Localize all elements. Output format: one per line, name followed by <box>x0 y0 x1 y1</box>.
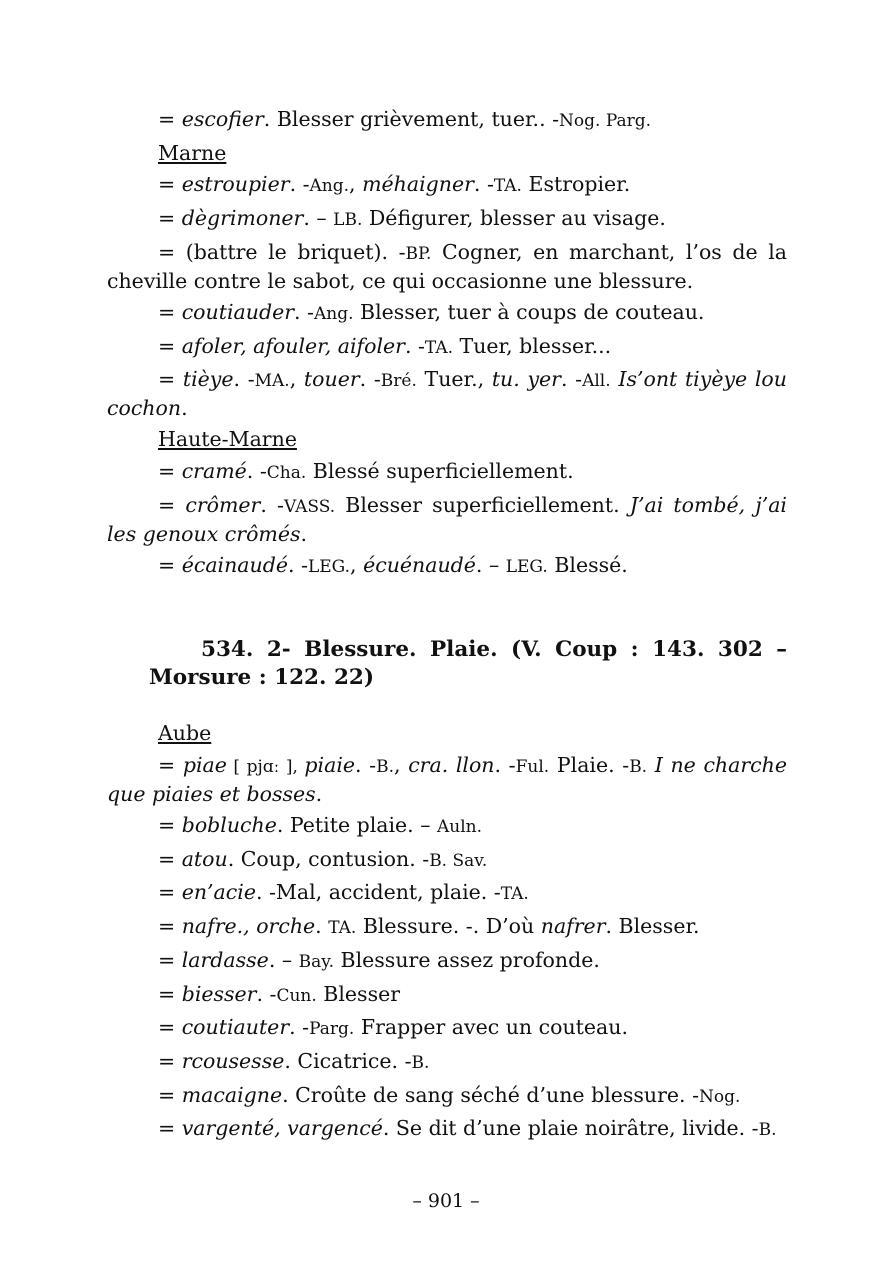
entry-coutiauder: = coutiauder. -Ang. Blesser, tuer à coups de couteau. <box>158 299 705 324</box>
page-number: – 901 – <box>412 1190 480 1212</box>
entry-battre-le-briquet: = (battre le briquet). -BP. Cogner, en marchant, l’os de la cheville contre le sabot, ce qui occasionne une blessure. <box>107 239 787 293</box>
section-aube: Aube <box>158 721 212 746</box>
entry-nafre: = nafre., orche. TA. Blessure. -. D’où nafrer. Blesser. <box>158 914 700 939</box>
section-haute-marne: Haute-Marne <box>158 427 297 452</box>
entry-rcousesse: = rcousesse. Cicatrice. -B. <box>158 1048 430 1073</box>
entry-vargente: = vargenté, vargencé. Se dit d’une plaie noirâtre, livide. -B. <box>158 1116 777 1141</box>
spacer <box>107 692 787 718</box>
section-marne: Marne <box>158 140 227 165</box>
entry-estroupier: = estroupier. -Ang., méhaigner. -TA. Estropier. <box>158 172 631 197</box>
entry-afoler: = afoler, afouler, aifoler. -TA. Tuer, blesser... <box>158 333 612 358</box>
entry-escofier: = escofier. Blesser grièvement, tuer.. -Nog. Parg. <box>158 107 652 131</box>
entry-cromer: = crômer. -VASS. Blesser superficiellement. J’ai tombé, j’ai les genoux crômés. <box>107 492 787 546</box>
entry-macaigne: = macaigne. Croûte de sang séché d’une blessure. -Nog. <box>158 1082 741 1107</box>
entry-bobluche: = bobluche. Petite plaie. – Auln. <box>158 813 482 838</box>
entry-enacie: = en’acie. -Mal, accident, plaie. -TA. <box>158 880 529 905</box>
entry-lardasse: = lardasse. – Bay. Blessure assez profonde. <box>158 947 600 972</box>
entry-degrimoner: = dègrimoner. – LB. Défigurer, blesser au visage. <box>158 206 666 231</box>
entry-crame: = cramé. -Cha. Blessé superficiellement. <box>158 458 574 483</box>
entry-atou: = atou. Coup, contusion. -B. Sav. <box>158 846 488 871</box>
entry-piae: = piae [ pjɑː ], piaie. -B., cra. llon. -Ful. Plaie. -B. I ne charche que piaies et bosses. <box>107 753 787 807</box>
entry-biesser: = biesser. -Cun. Blesser <box>158 981 401 1006</box>
entry-tieye: = tièye. -MA., touer. -Bré. Tuer., tu. yer. -All. Is’ont tiyèye lou cochon. <box>107 367 787 421</box>
page-body <box>107 104 787 1147</box>
entry-ecainaude: = écainaudé. -LEG., écuénaudé. – LEG. Blessé. <box>158 552 628 577</box>
entry-coutiauter: = coutiauter. -Parg. Frapper avec un couteau. <box>158 1015 628 1040</box>
section-heading-534: 534. 2- Blessure. Plaie. (V. Coup : 143. 302 – Morsure : 122. 22) <box>149 637 787 691</box>
